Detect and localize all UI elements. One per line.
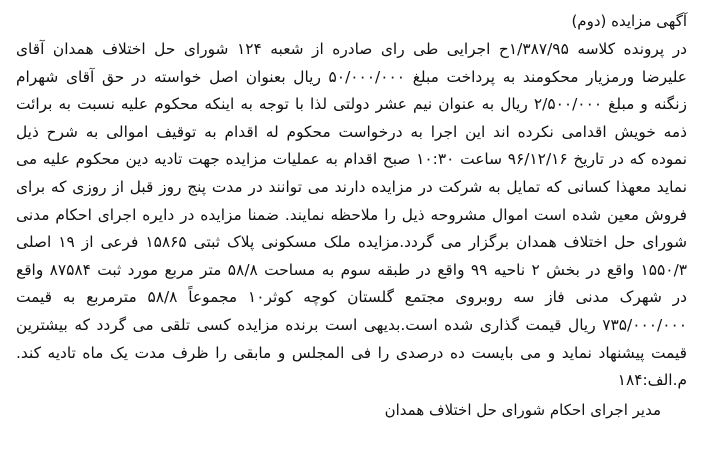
notice-body: در پرونده کلاسه ۱/۳۸۷/۹۵ح اجرایی طی رای صادره از شعبه ۱۲۴ شورای حل اختلاف همدان آقای علیرضا ورمزیار محکومند به پرداخت مبلغ ۵۰/۰۰۰/۰۰۰ ریال بعنوان اصل خواسته در حق آقای شهرام زنگنه و مبلغ ۲/۵۰۰/۰۰۰ ریال به عنوان نیم عشر دولتی لذا با توجه به اینکه محکوم علیه نسبت به برائت ذمه خویش اقدامی نکرده اند این اجرا به درخواست محکوم له اقدام به توقیف اموالی به شرح ذیل نموده که در تاریخ ۹۶/۱۲/۱۶ ساعت ۱۰:۳۰ صبح اقدام به عملیات مزایده جهت تادیه دین محکوم علیه می نماید معهذا کسانی که تمایل به شرکت در مزایده دارند می توانند در مدت پنج روز قبل از روزی که برای فروش معین شده است اموال مشروحه ذیل را ملاحظه نمایند. ضمنا مزایده در دایره اجرای احکام مدنی شورای حل اختلاف همدان برگزار می گردد.مزایده ملک مسکونی پلاک ثبتی ۱۵۸۶۵ فرعی از ۱۹ اصلی ۱۵۵۰/۳ واقع در بخش ۲ ناحیه ۹۹ واقع در طبقه سوم به مساحت ۵۸/۸ متر مربع مورد ثبت ۸۷۵۸۴ واقع در شهرک مدنی فاز سه روبروی مجتمع گلستان کوچه کوثر۱۰ مجموعاً ۵۸/۸ مترمربع به قیمت ۷۳۵/۰۰۰/۰۰۰ ریال قیمت گذاری شده است.بدیهی است برنده مزایده کسی تلقی می گردد که بیشترین قیمت پیشنهاد نماید و می بایست ده درصدی را فی المجلس و مابقی را ظرف مدت یک ماه تادیه کند. م.الف:۱۸۴: [16, 40, 688, 390]
notice-title: آگهی مزایده (دوم): [571, 12, 687, 30]
notice-signature: مدیر اجرای احکام شورای حل اختلاف همدان: [384, 400, 661, 419]
